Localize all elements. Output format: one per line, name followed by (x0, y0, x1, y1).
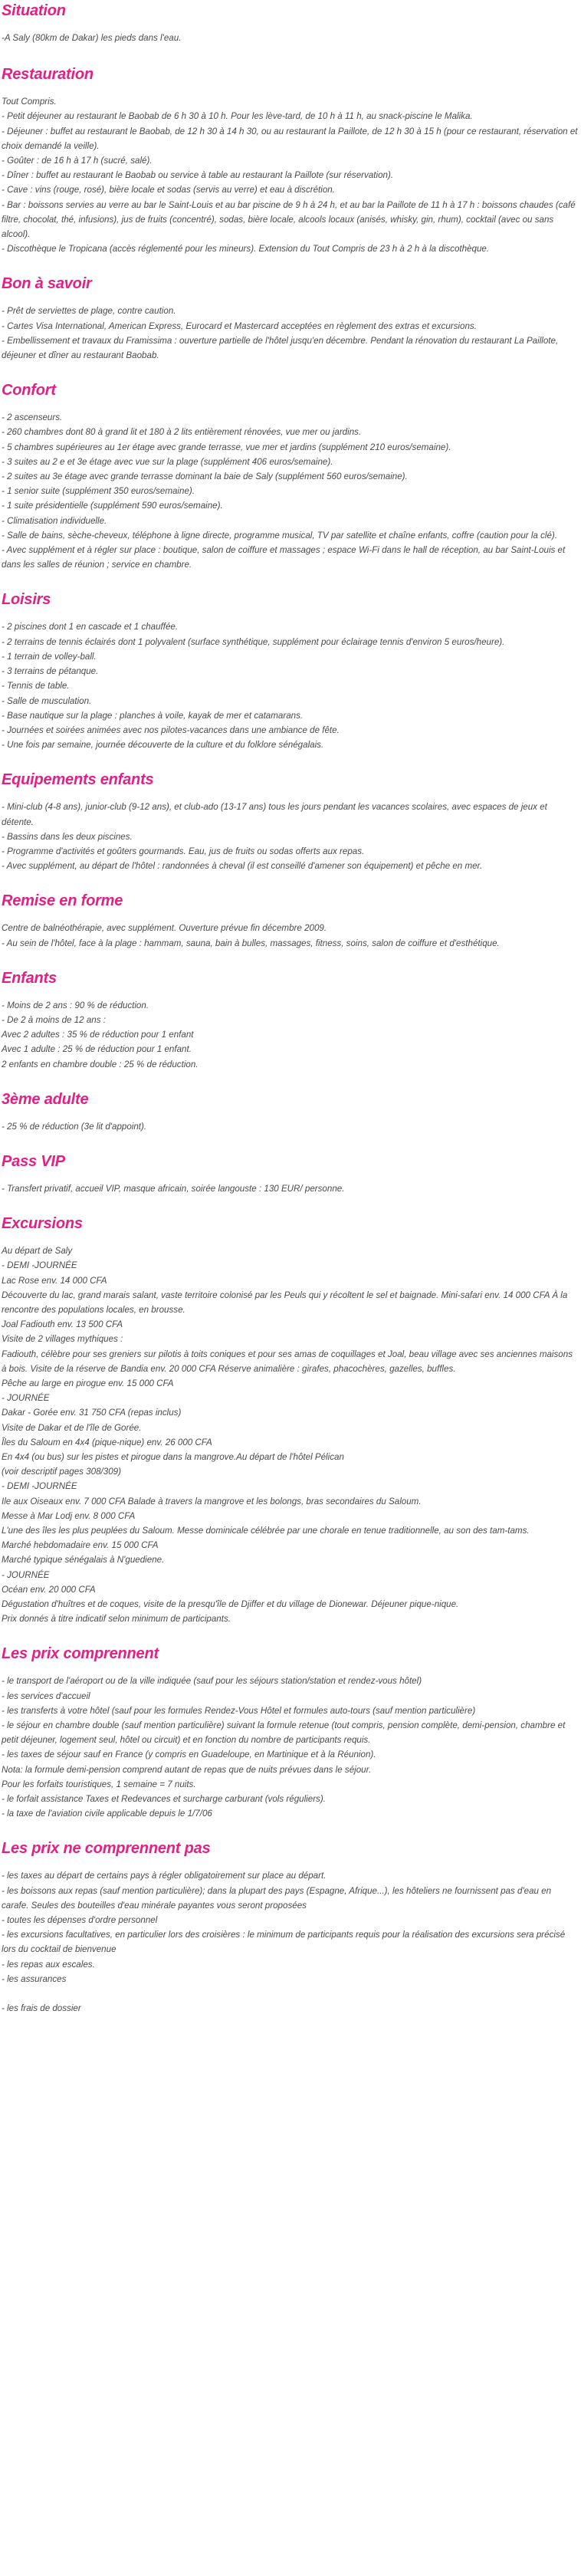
text-line: - 3 terrains de pétanque. (2, 666, 99, 677)
text-line: - Cartes Visa International, American Express, Eurocard et Mastercard acceptées en règlement des extras et excursions. (2, 320, 477, 331)
section-title-loisirs: Loisirs (2, 591, 51, 609)
text-line: - 2 piscines dont 1 en cascade et 1 chauffée. (2, 622, 179, 632)
text-line: Avec 1 adulte : 25 % de réduction pour 1 enfant. (2, 1044, 192, 1055)
text-line: Fadiouth, célèbre pour ses greniers sur pilotis à toits coniques et pour ses amas de coquillages et Joal, beau village avec ses anciennes maisons à bois. Visite de la réserve de Bandia env. 20 000 CFA Réserve animalière : girafes, phacochères, gazelles, buffles. (2, 1349, 573, 1374)
text-line: - Transfert privatif, accueil VIP, masque africain, soirée langouste : 130 EUR/ personne. (2, 1183, 345, 1194)
section-spacer (2, 45, 578, 65)
text-line: Messe à Mar Lodj env. 8 000 CFA (2, 1510, 136, 1521)
text-line: - Climatisation individuelle. (2, 515, 107, 526)
text-line: Visite de Dakar et de l'île de Gorée. (2, 1422, 142, 1433)
section-title-excursions: Excursions (2, 1215, 83, 1233)
text-line: - 2 suites au 3e étage avec grande terrasse dominant la baie de Saly (supplément 560 euros/semaine). (2, 472, 408, 482)
text-line: - Base nautique sur la plage : planches à voile, kayak de mer et catamarans. (2, 710, 304, 721)
section-spacer (2, 256, 578, 274)
text-line: - les boissons aux repas (sauf mention particulière); dans la plupart des pays (Espagne, Afrique...), les hôteliers ne fournissent pas d'eau en carafe. Seules des bouteilles d'eau minérale payantes vous seront proposées (2, 1885, 552, 1911)
section-title-prix-ne-comprennent-pas: Les prix ne comprennent pas (2, 1840, 211, 1858)
section-spacer (2, 572, 578, 590)
section-spacer (2, 1072, 578, 1090)
text-line: - le séjour en chambre double (sauf mention particulière) suivant la formule retenue (tout compris, pension complète, demi-pension, chambre et petit déjeuner, logement seul, hôtel ou circuit) et en fonction du nombre de participants requis. (2, 1720, 566, 1746)
section-confort (2, 381, 578, 590)
section-body (2, 1119, 578, 1134)
section-loisirs (2, 590, 578, 770)
text-line: - Déjeuner : buffet au restaurant le Baobab, de 12 h 30 à 14 h 30, ou au restaurant la Paillote, de 12 h 30 à 15 h (pour ce restaurant, réservation et choix demandé la veille). (2, 126, 578, 151)
text-line: - Une fois par semaine, journée découverte de la culture et du folklore sénégalais. (2, 740, 324, 751)
section-excursions (2, 1214, 578, 1644)
text-line: - DEMI -JOURNÉE (2, 1260, 77, 1271)
section-body (2, 1674, 578, 1821)
text-line: (voir descriptif pages 308/309) (2, 1467, 121, 1477)
text-line: L'une des îles les plus peuplées du Saloum. Messe dominicale célébrée par une chorale en tenue traditionnelle, au son des tam-tams. (2, 1526, 530, 1536)
text-line: - DEMI -JOURNÉE (2, 1481, 77, 1492)
text-line: - Avec supplément, au départ de l'hôtel : randonnées à cheval (il est conseillé d'amener son équipement) et pêche en mer. (2, 861, 483, 872)
section-title-pass-vip: Pass VIP (2, 1152, 65, 1170)
section-3eme-adulte (2, 1090, 578, 1152)
section-title-confort: Confort (2, 382, 56, 399)
text-line: Océan env. 20 000 CFA (2, 1584, 96, 1595)
text-line: Au départ de Saly (2, 1246, 73, 1257)
text-line: Pour les forfaits touristiques, 1 semaine = 7 nuits. (2, 1779, 196, 1789)
text-line: Joal Fadiouth env. 13 500 CFA (2, 1319, 123, 1330)
text-line: - Petit déjeuner au restaurant le Baobab de 6 h 30 à 10 h. Pour les lève-tard, de 10 h à 11 h, au snack-piscine le Malika. (2, 111, 473, 122)
section-body (2, 94, 578, 256)
section-spacer (2, 2016, 578, 2034)
text-line: - 2 ascenseurs. (2, 412, 63, 423)
text-line: - 260 chambres dont 80 à grand lit et 180 à 2 lits entièrement rénovées, vue mer ou jardins. (2, 427, 362, 438)
section-title-3eme-adulte: 3ème adulte (2, 1090, 89, 1108)
section-body (2, 304, 578, 363)
text-line: - Bar : boissons servies au verre au bar le Saint-Louis et au bar piscine de 9 h à 24 h, et au bar la Paillote de 11 h à 17 h : boissons chaudes (café filtre, chocolat, thé, infusions), jus de fruits (concentré), sodas, bière locale, alcools locaux (anisés, whisky, gin, rhum), cocktail (avec ou sans alcool). (2, 199, 576, 240)
text-line: Marché hebdomadaire env. 15 000 CFA (2, 1540, 159, 1551)
section-restauration (2, 65, 578, 274)
text-line: Avec 2 adultes : 35 % de réduction pour 1 enfant (2, 1030, 194, 1040)
text-line: - De 2 à moins de 12 ans : (2, 1014, 106, 1025)
text-line: - 1 senior suite (supplément 350 euros/semaine). (2, 486, 195, 497)
text-line: Ile aux Oiseaux env. 7 000 CFA Balade à travers la mangrove et les bolongs, bras secondaires du Saloum. (2, 1496, 422, 1506)
section-body (2, 1181, 578, 1196)
text-line: - les repas aux escales. (2, 1959, 95, 1970)
text-line (2, 1986, 578, 2001)
text-line: Marché typique sénégalais à N'guediene. (2, 1555, 165, 1566)
text-line: - Au sein de l'hôtel, face à la plage : hammam, sauna, bain à bulles, massages, fitness, soins, salon de coiffure et d'esthétique. (2, 938, 500, 948)
text-line: Nota: la formule demi-pension comprend autant de repas que de nuits prévues dans le séjour. (2, 1764, 372, 1775)
text-line: - Salle de bains, sèche-cheveux, téléphone à ligne directe, programme musical, TV par satellite et chaîne enfants, coffre (caution pour la clé). (2, 530, 557, 540)
text-line: 2 enfants en chambre double : 25 % de réduction. (2, 1059, 199, 1070)
section-spacer (2, 1821, 578, 1839)
section-spacer (2, 1626, 578, 1644)
text-line: - JOURNÉE (2, 1569, 50, 1580)
text-line: - Tennis de table. (2, 681, 70, 692)
text-line: - les assurances (2, 1973, 67, 1984)
section-bon-a-savoir (2, 274, 578, 381)
text-line: - les taxes au départ de certains pays à régler obligatoirement sur place au départ. (2, 1871, 327, 1881)
section-title-restauration: Restauration (2, 66, 94, 84)
text-line: -A Saly (80km de Dakar) les pieds dans l'eau. (2, 33, 182, 43)
text-line: Centre de balnéothérapie, avec supplément. Ouverture prévue fin décembre 2009. (2, 923, 327, 934)
text-line: - 1 suite présidentielle (supplément 590 euros/semaine). (2, 501, 223, 511)
text-line: - Mini-club (4-8 ans), junior-club (9-12 ans), et club-ado (13-17 ans) tous les jours pendant les vacances scolaires, avec espaces de jeux et détente. (2, 802, 547, 827)
section-body (2, 1244, 578, 1626)
section-spacer (2, 363, 578, 381)
text-line: - Prêt de serviettes de plage, contre caution. (2, 306, 176, 317)
text-line: - 3 suites au 2 e et 3e étage avec vue sur la plage (supplément 406 euros/semaine). (2, 456, 333, 467)
section-pass-vip (2, 1152, 578, 1214)
section-title-prix-comprennent: Les prix comprennent (2, 1645, 159, 1663)
section-body (2, 1868, 578, 2016)
text-line: - 25 % de réduction (3e lit d'appoint). (2, 1121, 147, 1132)
text-line: Découverte du lac, grand marais salant, vaste territoire colonisé par les Peuls qui y récoltent le sel et baignade. Mini-safari env. 14 000 CFA À la rencontre des populations locales, en brousse. (2, 1290, 568, 1315)
text-line: - Embellissement et travaux du Framissima : ouverture partielle de l'hôtel jusqu'en décembre. Pendant la rénovation du restaurant La Paillote, déjeuner et dîner au restaurant Baobab. (2, 335, 559, 361)
section-body (2, 800, 578, 873)
section-enfants (2, 969, 578, 1090)
text-line: - Dîner : buffet au restaurant le Baobab ou service à table au restaurant la Paillote (sur réservation). (2, 170, 394, 181)
section-remise-en-forme (2, 892, 578, 968)
text-line: - les transferts à votre hôtel (sauf pour les formules Rendez-Vous Hôtel et formules auto-tours (sauf mention particulière) (2, 1705, 476, 1716)
text-line: Îles du Saloum en 4x4 (pique-nique) env. 26 000 CFA (2, 1437, 212, 1447)
text-line: - les services d'accueil (2, 1691, 90, 1701)
section-body (2, 998, 578, 1072)
text-line: - Discothèque le Tropicana (accès réglementé pour les mineurs). Extension du Tout Compris de 23 h à 2 h à la discothèque. (2, 244, 490, 255)
text-line: - les taxes de séjour sauf en France (y compris en Guadeloupe, en Martinique et à la Réunion). (2, 1750, 376, 1760)
section-situation (2, 2, 578, 65)
text-line: - Cave : vins (rouge, rosé), bière locale et sodas (servis au verre) et eau à discrétion. (2, 185, 335, 196)
section-spacer (2, 873, 578, 892)
text-line: - Programme d'activités et goûters gourmands. Eau, jus de fruits ou sodas offerts aux repas. (2, 846, 365, 856)
text-line: - toutes les dépenses d'ordre personnel (2, 1915, 158, 1926)
section-title-bon-a-savoir: Bon à savoir (2, 275, 92, 293)
section-spacer (2, 752, 578, 770)
text-line: - la taxe de l'aviation civile applicable depuis le 1/7/06 (2, 1809, 212, 1819)
text-line: - les excursions facultatives, en particulier lors des croisières : le minimum de participants requis pour la réalisation des excursions sera précisé lors du cocktail de bienvenue (2, 1930, 566, 1955)
section-title-situation: Situation (2, 2, 66, 19)
section-prix-ne-comprennent-pas (2, 1839, 578, 2034)
section-title-remise-en-forme: Remise en forme (2, 892, 123, 910)
section-equipements-enfants (2, 770, 578, 892)
section-spacer (2, 951, 578, 969)
text-line: - Bassins dans les deux piscines. (2, 831, 133, 842)
text-line: - 5 chambres supérieures au 1er étage avec grande terrasse, vue mer et jardins (supplément 210 euros/semaine). (2, 442, 451, 452)
section-spacer (2, 1196, 578, 1214)
text-line: - Journées et soirées animées avec nos pilotes-vacances dans une ambiance de fête. (2, 724, 340, 735)
section-title-enfants: Enfants (2, 969, 57, 987)
section-title-equipements-enfants: Equipements enfants (2, 771, 154, 789)
section-prix-comprennent (2, 1644, 578, 1839)
text-line: - Moins de 2 ans : 90 % de réduction. (2, 1000, 149, 1010)
text-line: - Goûter : de 16 h à 17 h (sucré, salé). (2, 156, 153, 166)
text-line: En 4x4 (ou bus) sur les pistes et pirogue dans la mangrove.Au départ de l'hôtel Pélican (2, 1452, 344, 1462)
text-line: - JOURNÉE (2, 1393, 50, 1404)
text-line: Dakar - Gorée env. 31 750 CFA (repas inclus) (2, 1408, 182, 1418)
text-line: - 1 terrain de volley-ball. (2, 651, 97, 662)
text-line: - le transport de l'aéroport ou de la ville indiquée (sauf pour les séjours station/station et rendez-vous hôtel) (2, 1676, 422, 1687)
section-body (2, 619, 578, 752)
text-line: - 2 terrains de tennis éclairés dont 1 polyvalent (surface synthétique, supplément pour éclairage tennis d'environ 5 euros/heure). (2, 636, 505, 647)
section-body (2, 31, 578, 45)
text-line: Pêche au large en pirogue env. 15 000 CFA (2, 1378, 174, 1388)
section-body (2, 410, 578, 572)
text-line: - les frais de dossier (2, 2003, 81, 2014)
text-line: - Avec supplément et à régler sur place : boutique, salon de coiffure et massages ; espace Wi-Fi dans le hall de réception, au bar Saint-Louis et dans les salles de réunion ; service en chambre. (2, 545, 566, 570)
text-line: Lac Rose env. 14 000 CFA (2, 1275, 107, 1286)
text-line: Dégustation d'huîtres et de coques, visite de la presqu'île de Djiffer et du village de Dionewar. Déjeuner pique-nique. (2, 1599, 459, 1610)
text-line: - Salle de musculation. (2, 695, 92, 706)
text-line: - le forfait assistance Taxes et Redevances et surcharge carburant (vols réguliers). (2, 1794, 326, 1805)
text-line: Prix donnés à titre indicatif selon minimum de participants. (2, 1614, 231, 1625)
section-spacer (2, 1134, 578, 1152)
text-line: Tout Compris. (2, 97, 57, 107)
text-line: Visite de 2 villages mythiques : (2, 1334, 123, 1345)
section-body (2, 921, 578, 950)
